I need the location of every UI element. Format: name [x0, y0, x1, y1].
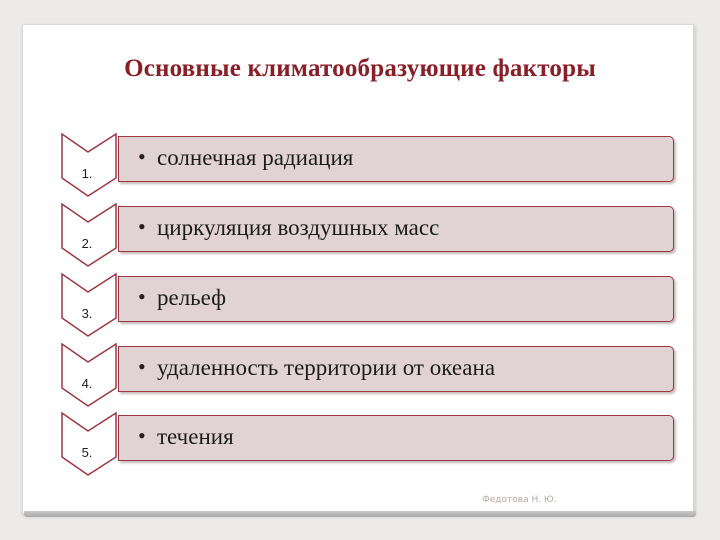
factor-item-4 [0, 344, 720, 406]
factor-text-2: циркуляция воздушных масс [157, 215, 440, 240]
factor-text-3: рельеф [157, 285, 227, 310]
item-number-3: 3. [81, 306, 93, 321]
factor-item-3 [0, 274, 720, 336]
factor-item-5 [0, 413, 720, 475]
author-footer: Федотова Н. Ю. [482, 495, 557, 505]
factor-text-5: течения [157, 424, 234, 449]
item-number-2: 2. [81, 236, 93, 251]
slide-bottom-edge [24, 511, 696, 517]
factor-text-1: солнечная радиация [157, 145, 354, 170]
bullet-3: • [138, 284, 146, 309]
bullet-1: • [138, 144, 146, 169]
factor-text-4: удаленность территории от океана [157, 355, 496, 380]
bullet-2: • [138, 214, 146, 239]
bullet-5: • [138, 423, 146, 448]
item-number-1: 1. [81, 166, 93, 181]
factor-item-2 [0, 204, 720, 266]
slide-title: Основные климатообразующие факторы [124, 55, 596, 82]
factor-item-1 [0, 134, 720, 196]
bullet-4: • [138, 354, 146, 379]
item-number-4: 4. [81, 376, 93, 391]
item-number-5: 5. [81, 445, 93, 460]
